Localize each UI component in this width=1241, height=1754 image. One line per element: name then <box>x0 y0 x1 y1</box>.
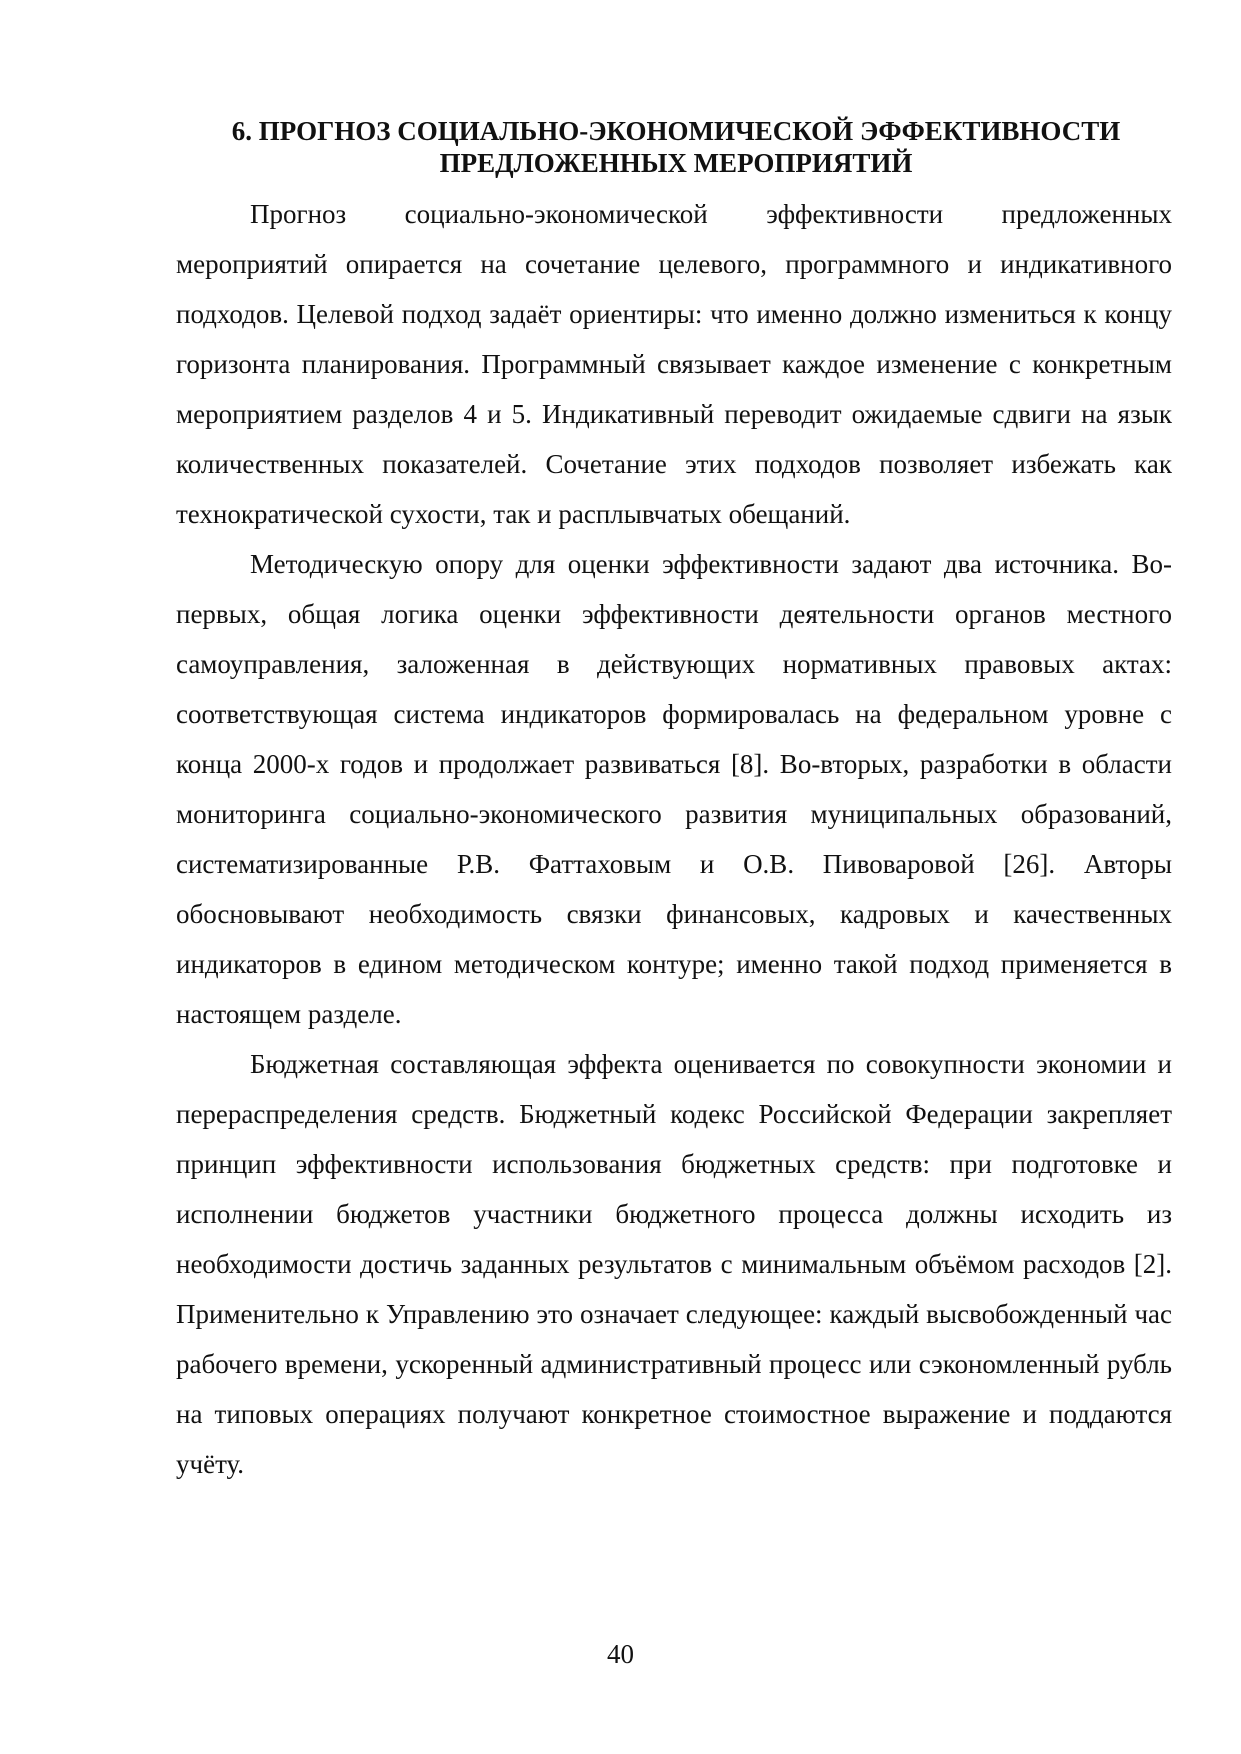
page-number: 40 <box>607 1639 634 1669</box>
paragraph: Методическую опору для оценки эффективности задают два источника. Во-первых, общая логика оценки эффективности деятельности органов местного самоуправления, заложенная в действующих нормативных правовых актах: соответствующая система индикаторов формировалась на федеральном уровне с конца 2000-х годов и продолжает развиваться [8]. Во-вторых, разработки в области мониторинга социально-экономического развития муниципальных образований, систематизированные Р.В. Фаттаховым и О.В. Пивоваровой [26]. Авторы обосновывают необходимость связки финансовых, кадровых и качественных индикаторов в едином методическом контуре; именно такой подход применяется в настоящем разделе. <box>176 549 1172 1029</box>
section-heading <box>176 115 1176 179</box>
section-heading-line-2: ПРЕДЛОЖЕННЫХ МЕРОПРИЯТИЙ <box>439 148 913 178</box>
paragraph: Бюджетная составляющая эффекта оценивается по совокупности экономии и перераспределения средств. Бюджетный кодекс Российской Федерации закрепляет принцип эффективности использования бюджетных средств: при подготовке и исполнении бюджетов участники бюджетного процесса должны исходить из необходимости достичь заданных результатов с минимальным объёмом расходов [2]. Применительно к Управлению это означает следующее: каждый высвобожденный час рабочего времени, ускоренный административный процесс или сэкономленный рубль на типовых операциях получают конкретное стоимостное выражение и поддаются учёту. <box>176 1049 1172 1479</box>
paragraph: Прогноз социально-экономической эффективности предложенных мероприятий опирается на сочетание целевого, программного и индикативного подходов. Целевой подход задаёт ориентиры: что именно должно измениться к концу горизонта планирования. Программный связывает каждое изменение с конкретным мероприятием разделов 4 и 5. Индикативный переводит ожидаемые сдвиги на язык количественных показателей. Сочетание этих подходов позволяет избежать как технократической сухости, так и расплывчатых обещаний. <box>176 199 1172 529</box>
section-heading-line-1: 6. ПРОГНОЗ СОЦИАЛЬНО-ЭКОНОМИЧЕСКОЙ ЭФФЕКТИВНОСТИ <box>231 116 1121 146</box>
body-text <box>176 189 1172 1489</box>
